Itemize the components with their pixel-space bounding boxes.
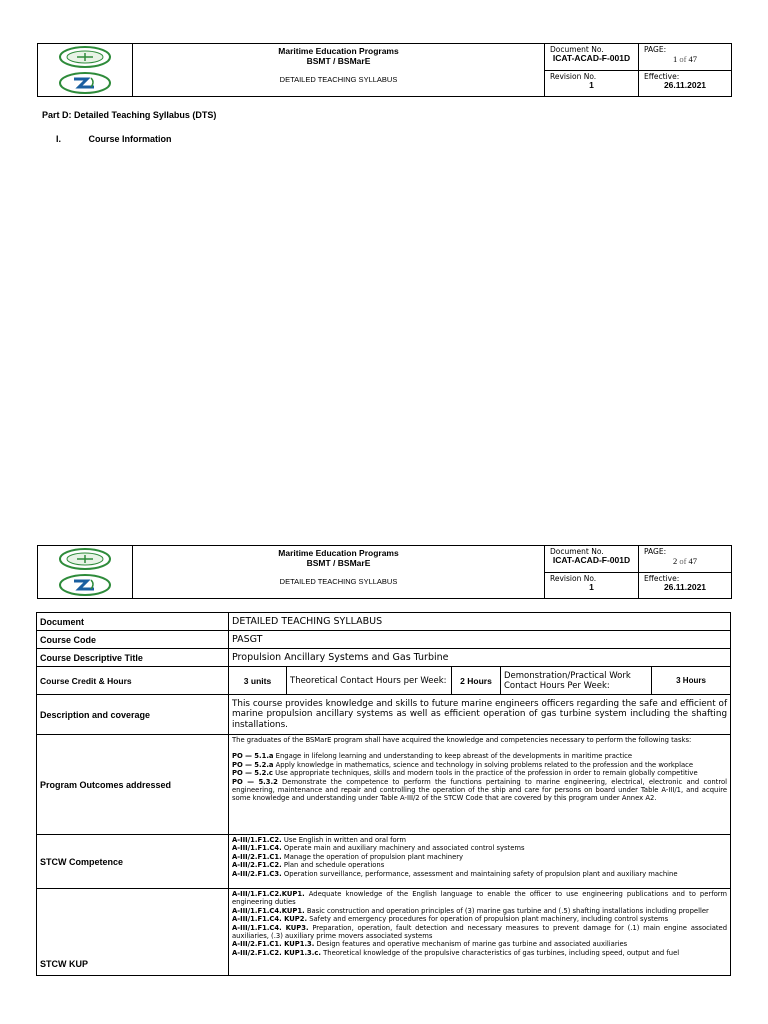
list-item: PO — 5.1.a Engage in lifelong learning and understanding to keep abreast of the developments in maritime practice xyxy=(232,752,633,761)
list-item: A-III/1.F1.C2. Use English in written and oral form xyxy=(232,836,406,844)
logo-cell xyxy=(38,44,133,97)
description-value: This course provides knowledge and skills to future marine engineers officers regarding the safe and efficient of marine propulsion ancillary systems as well as efficient operation of gas turbine system including the shafting installations. xyxy=(229,695,731,735)
table-row xyxy=(37,695,731,735)
revision-cell xyxy=(545,71,639,97)
theory-hours-value: 2 Hours xyxy=(452,667,501,695)
document-value: DETAILED TEACHING SYLLABUS xyxy=(229,613,731,631)
list-item: A-III/2.F1.C2. KUP1.3.c. Theoretical knowledge of the propulsive characteristics of gas turbines, including speed, output and fuel xyxy=(232,948,680,957)
document-type: DETAILED TEACHING SYLLABUS xyxy=(279,75,398,84)
degree-name: BSMT / BSMarE xyxy=(306,56,371,66)
table-row xyxy=(37,649,731,667)
table-row xyxy=(37,631,731,649)
program-outcomes-value xyxy=(229,735,731,835)
page-number: 2 of 47 xyxy=(672,556,698,566)
effective-cell xyxy=(639,573,732,599)
document-number-value: ICAT-ACAD-F-001D xyxy=(552,555,631,565)
table-row xyxy=(37,835,731,889)
effective-label: Effective: xyxy=(644,72,680,81)
theory-hours-label: Theoretical Contact Hours per Week: xyxy=(287,667,452,695)
school-seal-icon xyxy=(57,45,113,95)
logo-cell xyxy=(38,546,133,599)
list-item: A-III/2.F1.C1. KUP1.3. Design features and operative mechanism of marine gas turbine and associated auxiliaries xyxy=(232,940,628,949)
page-2 xyxy=(0,500,768,1024)
header-title-cell xyxy=(133,546,545,599)
document-number-cell xyxy=(545,546,639,573)
document-number-cell xyxy=(545,44,639,71)
course-title-label: Course Descriptive Title xyxy=(37,649,229,667)
list-item: A-III/2.F1.C2. Plan and schedule operations xyxy=(232,861,385,870)
list-item: A-III/2.F1.C3. Operation surveillance, performance, assessment and maintaining safety of propulsion plant and auxiliary machine xyxy=(232,869,678,878)
school-seal-icon xyxy=(57,547,113,597)
page-label: PAGE: xyxy=(644,45,667,54)
revision-value: 1 xyxy=(589,80,594,90)
po-intro: The graduates of the BSMarE program shall have acquired the knowledge and competencies necessary to perform the following tasks: xyxy=(232,736,692,744)
document-header xyxy=(37,545,732,599)
document-type: DETAILED TEACHING SYLLABUS xyxy=(279,577,398,586)
program-name: Maritime Education Programs xyxy=(278,548,399,558)
page-label: PAGE: xyxy=(644,547,667,556)
effective-label: Effective: xyxy=(644,574,680,583)
revision-label: Revision No. xyxy=(550,574,597,583)
list-item: PO — 5.2.a Apply knowledge in mathematics, science and technology in solving problems related to the profession and the workplace xyxy=(232,760,694,769)
section-heading xyxy=(56,134,172,144)
demo-hours-label: Demonstration/Practical Work Contact Hours Per Week: xyxy=(501,667,652,695)
list-item: A-III/1.F1.C2.KUP1. Adequate knowledge of the English language to enable the officer to use engineering publications and to perform engineering duties xyxy=(232,890,728,907)
table-row xyxy=(37,667,731,695)
page-number: 1 of 47 xyxy=(672,54,698,64)
list-item: A-III/1.F1.C4. KUP3. Preparation, operation, fault detection and necessary measures to prevent damage for (.1) main engine associated auxiliaries, (.3) auxiliary prime movers associated systems xyxy=(232,923,728,941)
part-title: Part D: Detailed Teaching Syllabus (DTS) xyxy=(42,110,217,120)
page-cell xyxy=(639,44,732,71)
program-outcomes-label: Program Outcomes addressed xyxy=(37,735,229,835)
stcw-kup-value xyxy=(229,889,731,976)
section-number: I. xyxy=(56,134,62,144)
stcw-competence-value xyxy=(229,835,731,889)
header-title-cell xyxy=(133,44,545,97)
effective-value: 26.11.2021 xyxy=(663,80,707,90)
document-header xyxy=(37,43,732,97)
table-row xyxy=(37,735,731,835)
credit-units: 3 units xyxy=(229,667,287,695)
revision-cell xyxy=(545,573,639,599)
revision-value: 1 xyxy=(589,582,594,592)
document-label: Document xyxy=(37,613,229,631)
table-row xyxy=(37,889,731,976)
program-name: Maritime Education Programs xyxy=(278,46,399,56)
section-title: Course Information xyxy=(88,134,172,144)
page-1 xyxy=(0,0,768,500)
revision-label: Revision No. xyxy=(550,72,597,81)
degree-name: BSMT / BSMarE xyxy=(306,558,371,568)
list-item: A-III/1.F1.C4. Operate main and auxiliary machinery and associated control systems xyxy=(232,844,525,853)
table-row xyxy=(37,613,731,631)
course-code-label: Course Code xyxy=(37,631,229,649)
course-code-value: PASGT xyxy=(229,631,731,649)
list-item: PO — 5.3.2 Demonstrate the competence to perform the functions pertaining to marine engineering, electrical, electronic and control engineering, maintenance and repair and controlling the operation of the ship and care for persons on board under Table A-III/1, and acquire some knowledge and understanding under Table A-III/2 of the STCW Code that are covered by this program under Annex A2. xyxy=(232,777,728,803)
list-item: A-III/1.F1.C4. KUP2. Safety and emergency procedures for operation of propulsion plant machinery, including control systems xyxy=(232,915,669,924)
list-item: A-III/1.F1.C4.KUP1. Basic construction and operation principles of (3) marine gas turbine and (.5) shafting installations including propeller xyxy=(232,906,709,915)
course-information-table xyxy=(36,612,731,976)
list-item: PO — 5.2.c Use appropriate techniques, skills and modern tools in the practice of the profession in order to remain globally competitive xyxy=(232,769,698,778)
document-number-label: Document No. xyxy=(550,45,604,54)
stcw-kup-label: STCW KUP xyxy=(37,889,229,976)
list-item: A-III/2.F1.C1. Manage the operation of propulsion plant machinery xyxy=(232,852,464,861)
stcw-competence-label: STCW Competence xyxy=(37,835,229,889)
page-cell xyxy=(639,546,732,573)
document-number-value: ICAT-ACAD-F-001D xyxy=(552,53,631,63)
description-label: Description and coverage xyxy=(37,695,229,735)
course-title-value: Propulsion Ancillary Systems and Gas Turbine xyxy=(229,649,731,667)
document-number-label: Document No. xyxy=(550,547,604,556)
credit-hours-label: Course Credit & Hours xyxy=(37,667,229,695)
demo-hours-value: 3 Hours xyxy=(652,667,731,695)
effective-cell xyxy=(639,71,732,97)
effective-value: 26.11.2021 xyxy=(663,582,707,592)
